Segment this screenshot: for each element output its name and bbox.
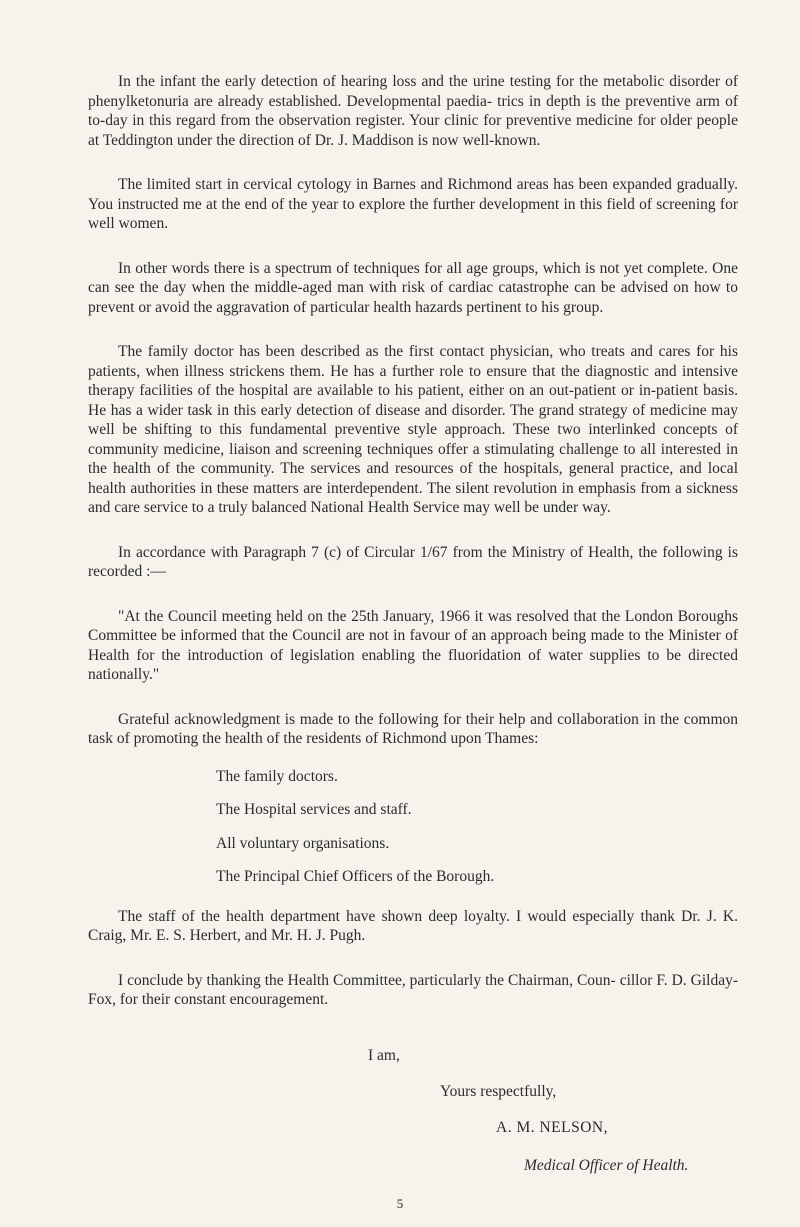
paragraph-cervical-cytology: The limited start in cervical cytology in Barnes and Richmond areas has been expanded gradually. You instructed me at the end of the year to explore the further development in this field of screening for well women. [88,176,738,232]
list-item: The family doctors. [216,767,338,785]
paragraph-committee-thanks: I conclude by thanking the Health Committee, particularly the Chairman, Coun- cillor F. D. Gilday-Fox, for their constant encouragement. [88,971,738,1008]
salutation: I am, [368,1047,400,1064]
signatory-title: Medical Officer of Health. [524,1157,689,1174]
signatory-name: A. M. NELSON, [496,1119,608,1136]
paragraph-hearing-screening: In the infant the early detection of hearing loss and the urine testing for the metabolic disorder of phenylketonuria are already established. Developmental paedia- trics in depth is the preventive arm of to-day in this regard from the observation register. Your clinic for preventive medicine for older people at Teddington under the direction of Dr. J. Maddison is now well-known. [88,73,738,149]
list-item: All voluntary organisations. [216,834,390,852]
letter-body [88,72,738,1035]
paragraph-council-resolution-quote: "At the Council meeting held on the 25th January, 1966 it was resolved that the London Boroughs Committee be informed that the Council are not in favour of an approach being made to the Minister of Health for the introduction of legislation enabling the fluoridation of water supplies to be directed nationally." [88,607,738,683]
page-number: 5 [396,1196,404,1211]
list-item: The Principal Chief Officers of the Borough. [216,868,495,885]
acknowledgment-list [88,767,738,887]
paragraph-circular: In accordance with Paragraph 7 (c) of Circular 1/67 from the Ministry of Health, the following is recorded :— [88,543,738,580]
paragraph-staff-thanks: The staff of the health department have shown deep loyalty. I would especially thank Dr. J. K. Craig, Mr. E. S. Herbert, and Mr. H. J. Pugh. [88,907,738,944]
list-item: The Hospital services and staff. [216,801,412,818]
paragraph-acknowledgment-intro: Grateful acknowledgment is made to the following for their help and collaboration in the common task of promoting the health of the residents of Richmond upon Thames: [88,710,738,747]
valediction: Yours respectfully, [440,1083,557,1100]
paragraph-family-doctor: The family doctor has been described as the first contact physician, who treats and cares for his patients, when illness strickens them. He has a further role to ensure that the diagnostic and intensive therapy facilities of the hospital are available to his patient, either on an out-patient or in-patient basis. He has a wider task in this early detection of disease and disorder. The grand strategy of medicine may well be shifting to this fundamental preventive style approach. These two interlinked concepts of community medicine, liaison and screening techniques offer a stimulating challenge to all interested in the health of the community. The services and resources of the hospitals, general practice, and local health authorities in these matters are interdependent. The silent revolution in emphasis from a sickness and care service to a truly balanced National Health Service may well be under way. [88,343,738,516]
paragraph-spectrum-techniques: In other words there is a spectrum of techniques for all age groups, which is not yet complete. One can see the day when the middle-aged man with risk of cardiac catastrophe can be advised on how to prevent or avoid the aggravation of particular health hazards pertinent to his group. [88,259,738,316]
